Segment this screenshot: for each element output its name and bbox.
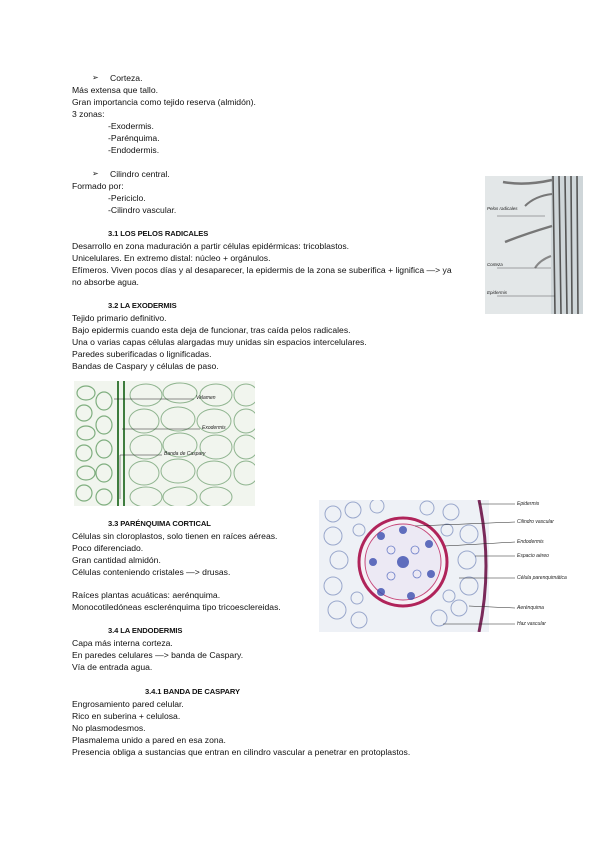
figure-label: Célula parenquimática [517, 575, 567, 581]
figure-label: Velamen [196, 395, 216, 401]
figure-label: Haz vascular [517, 621, 546, 627]
list-item: -Endodermis. [108, 145, 160, 155]
section-heading: 3.4 LA ENDODERMIS [108, 626, 183, 635]
exodermis-micrograph [74, 381, 255, 506]
figure-label: Exodermis [202, 425, 226, 431]
text-line: En paredes celulares —> banda de Caspary. [72, 650, 244, 660]
bullet-arrow-icon: ➢ [92, 73, 99, 82]
text-line: Paredes suberificadas o lignificadas. [72, 349, 212, 359]
text-line: Plasmalema unido a pared en esa zona. [72, 735, 226, 745]
text-line: Engrosamiento pared celular. [72, 699, 184, 709]
text-line: Poco diferenciado. [72, 543, 144, 553]
section-heading: 3.4.1 BANDA DE CASPARY [145, 687, 240, 696]
figure-label: Espacio aéreo [517, 553, 549, 559]
section-heading: 3.2 LA EXODERMIS [108, 301, 177, 310]
list-item: -Periciclo. [108, 193, 146, 203]
figure-label: Corteza [487, 262, 503, 267]
figure-label: Epidermis [517, 501, 540, 507]
text-line: Vía de entrada agua. [72, 662, 153, 672]
cilindro-bullet: Cilindro central. [110, 169, 170, 179]
figure-label: Aerénquima [517, 605, 544, 611]
text-line: Capa más interna corteza. [72, 638, 173, 648]
text-line: Rico en suberina + celulosa. [72, 711, 181, 721]
list-item: -Cilindro vascular. [108, 205, 177, 215]
figure-label: Endodermis [517, 539, 544, 545]
text-line: Más extensa que tallo. [72, 85, 158, 95]
figure-label: Epidermis [487, 290, 508, 295]
list-item: -Exodermis. [108, 121, 154, 131]
figure-label: Pelos radicales [487, 206, 518, 211]
text-line: Efímeros. Viven pocos días y al desaparecer, la epidermis de la zona se suberifica + lignifica —> ya [72, 265, 452, 275]
text-line: Monocotiledóneas esclerénquima tipo tricoesclereidas. [72, 602, 281, 612]
corteza-bullet: Corteza. [110, 73, 143, 83]
bullet-arrow-icon: ➢ [92, 169, 99, 178]
text-line: Gran cantidad almidón. [72, 555, 161, 565]
text-line: Células sin cloroplastos, solo tienen en raíces aéreas. [72, 531, 278, 541]
root-cross-section-figure [319, 500, 570, 632]
figure-label: Banda de Caspary [164, 451, 206, 457]
text-line: Bajo epidermis cuando esta deja de funcionar, tras caída pelos radicales. [72, 325, 351, 335]
text-line: Raíces plantas acuáticas: aerénquima. [72, 590, 221, 600]
section-heading: 3.1 LOS PELOS RADICALES [108, 229, 209, 238]
text-line: Unicelulares. En extremo distal: núcleo + orgánulos. [72, 253, 271, 263]
exodermis-figure [74, 381, 255, 506]
text-line: Formado por: [72, 181, 124, 191]
figure-label: Cilindro vascular [517, 519, 554, 525]
text-line: Desarrollo en zona maduración a partir células epidérmicas: tricoblastos. [72, 241, 350, 251]
text-line: Gran importancia como tejido reserva (almidón). [72, 97, 256, 107]
root-hairs-figure [485, 176, 583, 314]
text-line: Una o varias capas células alargadas muy unidas sin espacios intercelulares. [72, 337, 367, 347]
text-line: No plasmodesmos. [72, 723, 146, 733]
text-line: Bandas de Caspary y células de paso. [72, 361, 219, 371]
text-line: Tejido primario definitivo. [72, 313, 167, 323]
section-heading: 3.3 PARÉNQUIMA CORTICAL [108, 519, 211, 528]
text-line: no absorbe agua. [72, 277, 139, 287]
list-item: -Parénquima. [108, 133, 160, 143]
text-line: Presencia obliga a sustancias que entran en cilindro vascular a penetrar en protoplastos. [72, 747, 411, 757]
text-line: 3 zonas: [72, 109, 105, 119]
text-line: Células conteniendo cristales —> drusas. [72, 567, 231, 577]
